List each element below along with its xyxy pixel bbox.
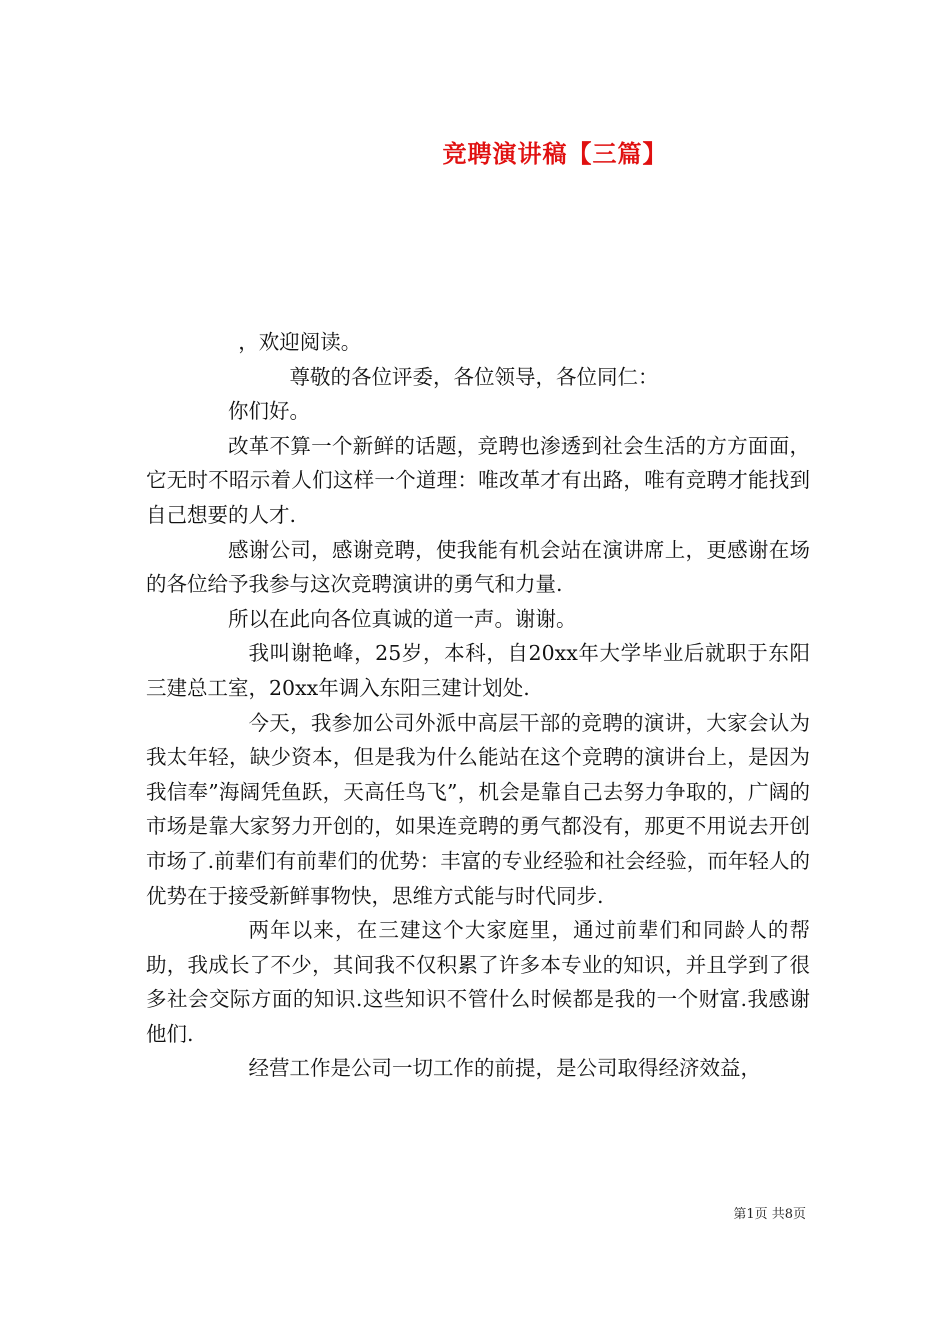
paragraph-greeting: 你们好。 [228,399,310,424]
paragraph: 我叫谢艳峰，25岁，本科，自20xx年大学毕业后就职于东阳三建总工室，20xx年调入东阳三建计划处. [146,641,810,700]
paragraph: 今天，我参加公司外派中高层干部的竞聘的演讲，大家会认为我太年轻，缺少资本，但是我为什么能站在这个竞聘的演讲台上，是因为我信奉”海阔凭鱼跃，天高任鸟飞”，机会是靠自己去努力争取的，广阔的市场是靠大家努力开创的，如果连竞聘的勇气都没有，那更不用说去开创市场了.前辈们有前辈们的优势：丰富的专业经验和社会经验，而年轻人的优势在于接受新鲜事物快，思维方式能与时代同步. [146,710,810,908]
document-title: 竞聘演讲稿【三篇】 [442,139,668,168]
document-body [146,325,810,1086]
page-number-footer: 第1页 共8页 [733,1207,806,1222]
paragraph-salutation: 尊敬的各位评委，各位领导，各位同仁： [289,364,659,389]
paragraph: 两年以来，在三建这个大家庭里，通过前辈们和同龄人的帮助，我成长了不少，其间我不仅积累了许多本专业的知识，并且学到了很多社会交际方面的知识.这些知识不管什么时候都是我的一个财富.我感谢他们. [146,918,810,1046]
paragraph-intro: ，欢迎阅读。 [238,330,362,354]
paragraph: 经营工作是公司一切工作的前提，是公司取得经济效益， [248,1056,761,1081]
paragraph: 改革不算一个新鲜的话题，竞聘也渗透到社会生活的方方面面，它无时不昭示着人们这样一个道理：唯改革才有出路，唯有竞聘才能找到自己想要的人才. [146,433,810,527]
paragraph: 所以在此向各位真诚的道一声。谢谢。 [228,606,577,631]
paragraph: 感谢公司，感谢竞聘，使我能有机会站在演讲席上，更感谢在场的各位给予我参与这次竞聘演讲的勇气和力量. [146,537,810,597]
